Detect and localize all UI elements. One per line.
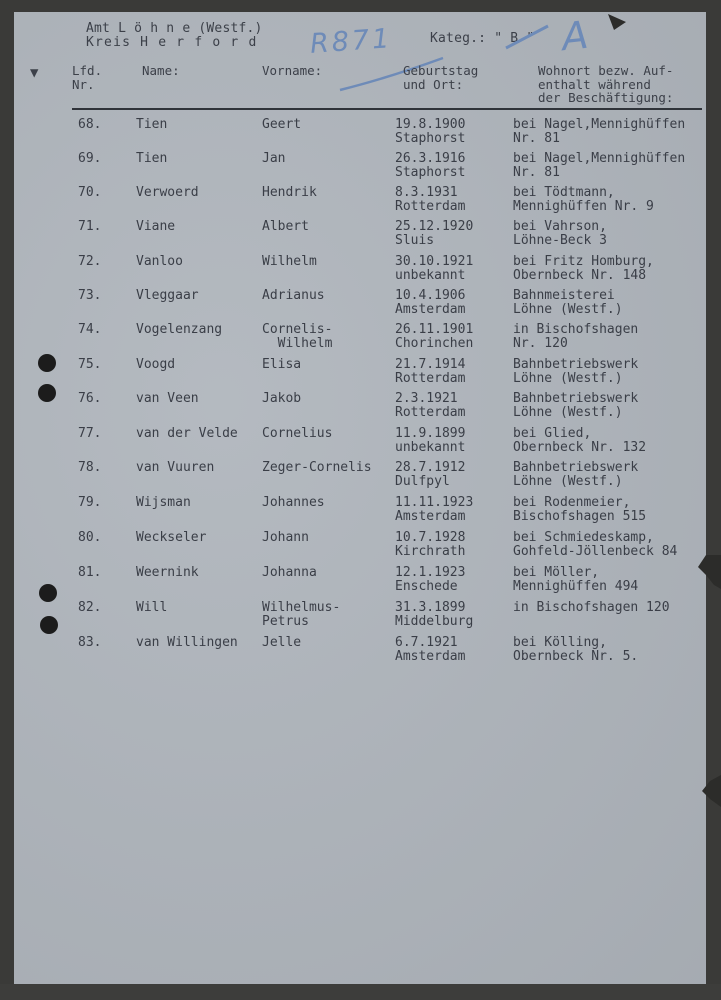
row-birth: 11.11.1923 Amsterdam [395, 495, 474, 524]
row-surname: van der Velde [136, 426, 238, 441]
row-firstname: Wilhelm [262, 254, 317, 269]
row-firstname: Jan [262, 151, 286, 166]
table-row [0, 323, 721, 355]
row-birth: 8.3.1931 Rotterdam [395, 185, 466, 214]
row-number: 80. [78, 530, 102, 545]
row-residence: Bahnbetriebswerk Löhne (Westf.) [513, 391, 639, 420]
col-header-vorname: Vorname: [262, 63, 323, 78]
table-row [0, 427, 721, 459]
pencil-archive-number: R871 [309, 23, 394, 60]
row-firstname: Wilhelmus- Petrus [262, 600, 341, 629]
row-number: 73. [78, 288, 102, 303]
row-surname: Tien [136, 151, 168, 166]
amt-heading: Amt L ö h n e (Westf.) [86, 21, 263, 36]
row-residence: in Bischofshagen 120 [513, 600, 670, 615]
row-firstname: Johann [262, 530, 309, 545]
punch-hole [38, 384, 56, 402]
row-number: 71. [78, 219, 102, 234]
row-surname: van Veen [136, 391, 199, 406]
row-residence: bei Kölling, Obernbeck Nr. 5. [513, 635, 639, 664]
table-row [0, 566, 721, 598]
kreis-heading: Kreis H e r f o r d [86, 35, 258, 50]
row-birth: 21.7.1914 Rotterdam [395, 357, 466, 386]
row-firstname: Zeger-Cornelis [262, 460, 372, 475]
row-birth: 28.7.1912 Dulfpyl [395, 460, 466, 489]
pencil-slash [498, 18, 558, 58]
row-surname: Weckseler [136, 530, 207, 545]
table-row [0, 186, 721, 218]
row-residence: Bahnbetriebswerk Löhne (Westf.) [513, 357, 639, 386]
row-birth: 11.9.1899 unbekannt [395, 426, 466, 455]
row-number: 82. [78, 600, 102, 615]
row-number: 68. [78, 117, 102, 132]
torn-corner [600, 8, 640, 38]
row-birth: 31.3.1899 Middelburg [395, 600, 474, 629]
row-firstname: Geert [262, 117, 302, 132]
row-number: 70. [78, 185, 102, 200]
row-number: 69. [78, 151, 102, 166]
row-residence: Bahnmeisterei Löhne (Westf.) [513, 288, 623, 317]
table-row [0, 601, 721, 633]
table-row [0, 461, 721, 493]
table-row [0, 152, 721, 184]
row-firstname: Albert [262, 219, 309, 234]
margin-mark: ▼ [30, 65, 39, 81]
row-surname: Will [136, 600, 168, 615]
row-surname: Voogd [136, 357, 176, 372]
row-birth: 2.3.1921 Rotterdam [395, 391, 466, 420]
col-header-name: Name: [142, 63, 180, 78]
header-rule [72, 108, 702, 110]
scan-background-strip [0, 984, 721, 1000]
table-row [0, 392, 721, 424]
row-surname: Tien [136, 117, 168, 132]
kategorie-label: Kateg.: " B " [430, 31, 535, 46]
punch-hole [40, 616, 58, 634]
table-row [0, 358, 721, 390]
row-number: 79. [78, 495, 102, 510]
row-residence: bei Glied, Obernbeck Nr. 132 [513, 426, 647, 455]
row-surname: van Vuuren [136, 460, 215, 475]
row-firstname: Jakob [262, 391, 302, 406]
row-birth: 19.8.1900 Staphorst [395, 117, 466, 146]
row-surname: Viane [136, 219, 176, 234]
row-residence: bei Vahrson, Löhne-Beck 3 [513, 219, 607, 248]
table-row [0, 636, 721, 668]
row-residence: bei Nagel,Mennighüffen Nr. 81 [513, 117, 686, 146]
punch-hole [39, 584, 57, 602]
row-firstname: Elisa [262, 357, 302, 372]
row-residence: Bahnbetriebswerk Löhne (Westf.) [513, 460, 639, 489]
row-birth: 10.7.1928 Kirchrath [395, 530, 466, 559]
row-number: 78. [78, 460, 102, 475]
row-number: 83. [78, 635, 102, 650]
row-residence: bei Nagel,Mennighüffen Nr. 81 [513, 151, 686, 180]
row-firstname: Johannes [262, 495, 325, 510]
table-row [0, 220, 721, 252]
row-firstname: Jelle [262, 635, 302, 650]
row-number: 77. [78, 426, 102, 441]
row-surname: Verwoerd [136, 185, 199, 200]
col-header-geburtstag: Geburtstag und Ort: [403, 63, 479, 92]
row-birth: 30.10.1921 unbekannt [395, 254, 474, 283]
row-surname: Wijsman [136, 495, 191, 510]
row-number: 76. [78, 391, 102, 406]
row-residence: bei Möller, Mennighüffen 494 [513, 565, 639, 594]
table-row [0, 531, 721, 563]
table-row [0, 496, 721, 528]
row-firstname: Adrianus [262, 288, 325, 303]
row-firstname: Johanna [262, 565, 317, 580]
pencil-letter-a: A [559, 12, 591, 60]
table-row [0, 289, 721, 321]
row-residence: bei Schmiedeskamp, Gohfeld-Jöllenbeck 84 [513, 530, 678, 559]
row-birth: 25.12.1920 Sluis [395, 219, 474, 248]
row-residence: bei Fritz Homburg, Obernbeck Nr. 148 [513, 254, 654, 283]
row-number: 72. [78, 254, 102, 269]
row-birth: 10.4.1906 Amsterdam [395, 288, 466, 317]
row-surname: Weernink [136, 565, 199, 580]
row-surname: Vogelenzang [136, 322, 223, 337]
row-residence: bei Tödtmann, Mennighüffen Nr. 9 [513, 185, 654, 214]
row-surname: van Willingen [136, 635, 238, 650]
punch-hole [38, 354, 56, 372]
row-surname: Vleggaar [136, 288, 199, 303]
row-number: 81. [78, 565, 102, 580]
row-birth: 6.7.1921 Amsterdam [395, 635, 466, 664]
table-row [0, 118, 721, 150]
col-header-lfd-nr: Lfd. Nr. [72, 63, 103, 92]
row-firstname: Cornelis- Wilhelm [262, 322, 333, 351]
row-residence: in Bischofshagen Nr. 120 [513, 322, 639, 351]
row-number: 75. [78, 357, 102, 372]
torn-right-edge [676, 555, 721, 815]
row-firstname: Cornelius [262, 426, 333, 441]
row-surname: Vanloo [136, 254, 183, 269]
row-firstname: Hendrik [262, 185, 317, 200]
row-birth: 26.11.1901 Chorinchen [395, 322, 474, 351]
table-row [0, 255, 721, 287]
col-header-wohnort: Wohnort bezw. Auf- enthalt während der Beschäftigung: [538, 63, 674, 105]
row-residence: bei Rodenmeier, Bischofshagen 515 [513, 495, 647, 524]
row-number: 74. [78, 322, 102, 337]
row-birth: 12.1.1923 Enschede [395, 565, 466, 594]
row-birth: 26.3.1916 Staphorst [395, 151, 466, 180]
